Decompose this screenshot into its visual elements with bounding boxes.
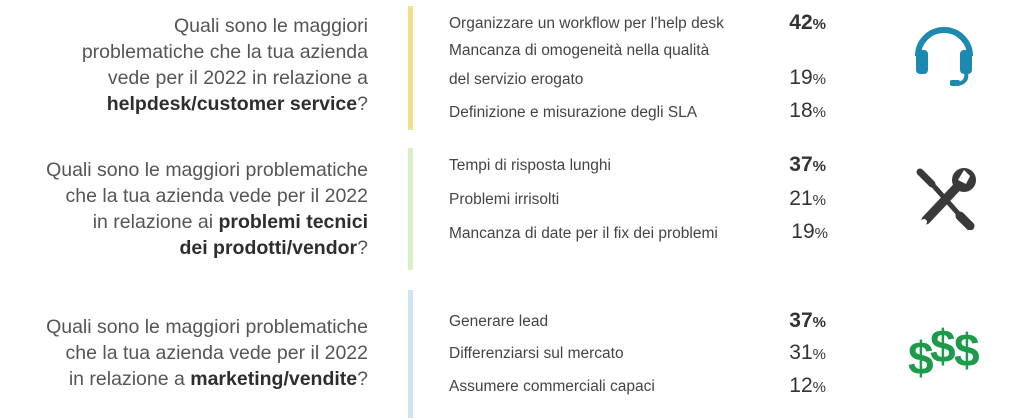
item-marketing-2: Differenziarsi sul mercato — [449, 345, 624, 362]
value-helpdesk-3: 18% — [789, 99, 826, 122]
wrench-screwdriver-icon — [912, 166, 980, 230]
question-helpdesk: Quali sono le maggiori problematiche che la tua azienda vede per il 2022 in relazione a helpdesk/customer service? — [81, 15, 368, 115]
value-helpdesk-1: 42% — [789, 11, 826, 34]
headset-icon — [912, 16, 976, 88]
item-helpdesk-3: Definizione e misurazione degli SLA — [449, 104, 698, 121]
svg-text:$: $ — [908, 332, 934, 384]
item-tecnici-3: Mancanza di date per il fix dei problemi — [449, 225, 718, 242]
item-marketing-3: Assumere commerciali capaci — [449, 378, 655, 395]
item-tecnici-2: Problemi irrisolti — [449, 191, 560, 208]
question-mark: ? — [357, 237, 368, 259]
value-tecnici-1: 37% — [789, 153, 826, 176]
section-divider-helpdesk — [408, 6, 413, 130]
question-tecnici: Quali sono le maggiori problematiche che la tua azienda vede per il 2022 in relazione ai problemi tecnici dei prodotti/vendor? — [46, 159, 368, 259]
item-helpdesk-1: Organizzare un workflow per l’help desk — [449, 15, 724, 32]
svg-text:$: $ — [930, 320, 956, 372]
question-tecnici-topic-1: problemi tecnici — [218, 211, 368, 233]
svg-text:$: $ — [954, 324, 980, 376]
item-helpdesk-2-line1: Mancanza di omogeneità nella qualità — [449, 42, 710, 59]
question-marketing: Quali sono le maggiori problematiche che la tua azienda vede per il 2022 in relazione a marketing/vendite? — [46, 316, 368, 390]
item-tecnici-1: Tempi di risposta lunghi — [449, 157, 611, 174]
dollar-signs-icon — [906, 318, 986, 384]
value-marketing-1: 37% — [789, 309, 826, 332]
section-divider-marketing — [408, 290, 413, 418]
value-tecnici-3: 19% — [791, 220, 828, 243]
value-marketing-3: 12% — [789, 374, 826, 397]
question-marketing-topic: marketing/vendite — [190, 368, 358, 390]
question-mark: ? — [357, 93, 368, 115]
section-divider-tecnici — [408, 148, 413, 270]
value-helpdesk-2: 19% — [789, 66, 826, 89]
question-helpdesk-topic: helpdesk/customer service — [106, 93, 358, 115]
question-mark: ? — [357, 368, 368, 390]
value-tecnici-2: 21% — [789, 187, 826, 210]
value-marketing-2: 31% — [789, 341, 826, 364]
question-tecnici-topic-2: dei prodotti/vendor — [179, 237, 358, 259]
item-helpdesk-2-line2: del servizio erogato — [449, 71, 584, 88]
item-marketing-1: Generare lead — [449, 313, 549, 330]
